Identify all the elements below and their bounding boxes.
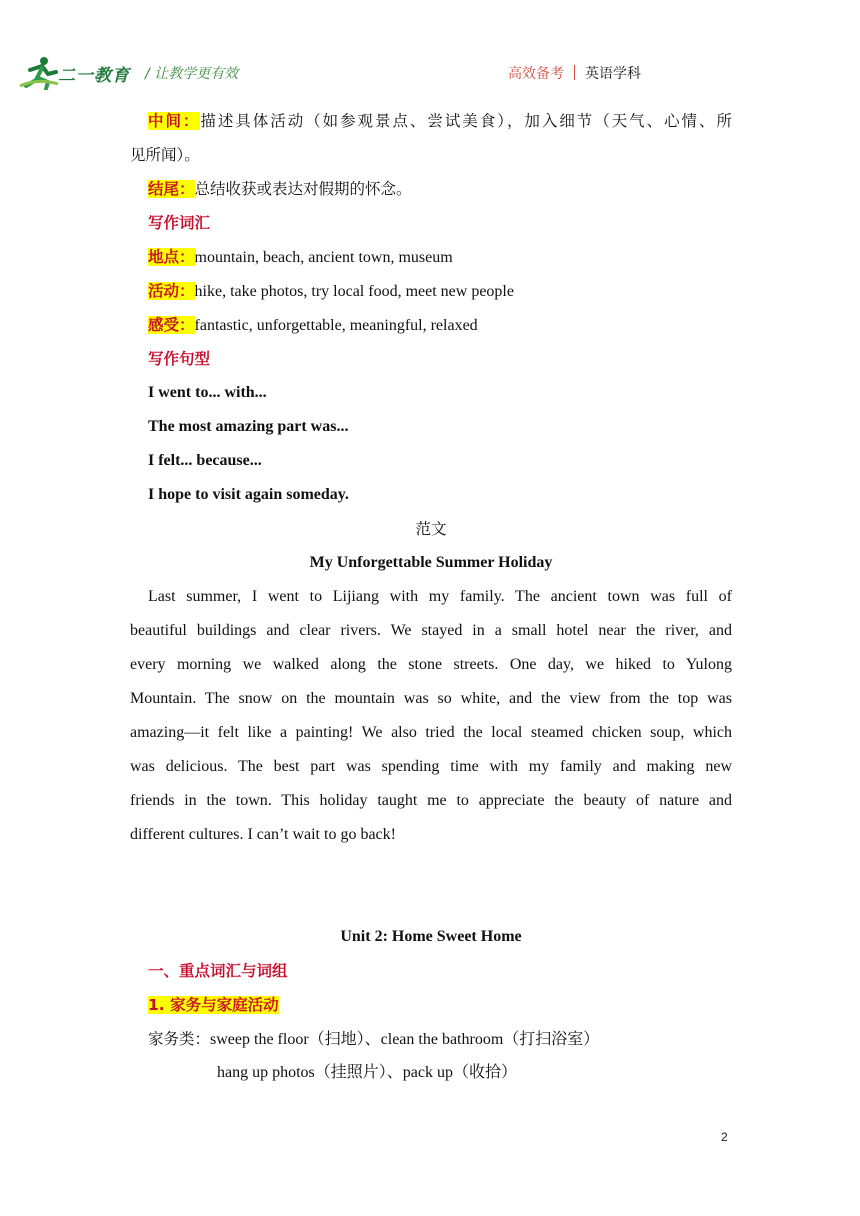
- section-heading: 一、重点词汇与词组: [148, 962, 288, 980]
- sample-line: was delicious. The best part was spending time with my family and making new: [130, 758, 732, 775]
- sentences-heading: 写作句型: [148, 350, 211, 368]
- chores-row-2: hang up photos（挂照片）、pack up（收拾）: [217, 1064, 517, 1081]
- sample-title: My Unforgettable Summer Holiday: [309, 554, 553, 571]
- header-right: [508, 63, 641, 83]
- sample-line: friends in the town. This holiday taught me to appreciate the beauty of nature and: [130, 792, 732, 809]
- document-body: [130, 104, 732, 1090]
- sentence-pattern: I went to... with...: [148, 384, 267, 401]
- vocab-label: 地点：: [148, 248, 195, 266]
- middle-label: 中间：: [148, 112, 201, 130]
- vocab-text: mountain, beach, ancient town, museum: [194, 249, 453, 266]
- spacer: [130, 886, 732, 920]
- outline-end: [130, 172, 732, 206]
- middle-text-cont: 见所闻）。: [130, 146, 200, 164]
- outline-middle: [130, 104, 732, 138]
- end-label: 结尾：: [148, 180, 195, 198]
- sentence-pattern: I felt... because...: [148, 452, 262, 469]
- vocab-text: hike, take photos, try local food, meet new people: [194, 283, 514, 300]
- sample-label: 范文: [415, 520, 447, 538]
- sample-line: different cultures. I can’t wait to go back!: [130, 826, 396, 843]
- header-divider: [574, 65, 575, 80]
- sub-heading: 1. 家务与家庭活动: [148, 996, 279, 1014]
- sample-line: Last summer, I went to Lijiang with my family. The ancient town was full of: [148, 588, 732, 605]
- vocab-label: 活动：: [148, 282, 195, 300]
- chores-row: [130, 1022, 732, 1056]
- sample-line: amazing—it felt like a painting! We also tried the local steamed chicken soup, which: [130, 724, 732, 741]
- vocab-item: [130, 240, 732, 274]
- vocab-item: [130, 274, 732, 308]
- end-text: 总结收获或表达对假期的怀念。: [194, 180, 412, 198]
- header-subject-label: 英语学科: [585, 66, 641, 82]
- sentence-pattern: The most amazing part was...: [148, 418, 349, 435]
- vocab-heading: 写作词汇: [148, 214, 211, 232]
- page-header: [0, 0, 860, 100]
- sample-line: beautiful buildings and clear rivers. We stayed in a small hotel near the river, and: [130, 622, 732, 639]
- chores-label: 家务类：: [148, 1030, 211, 1048]
- middle-text: 描述具体活动（如参观景点、尝试美食），加入细节（天气、心情、所: [200, 112, 732, 130]
- vocab-label: 感受：: [148, 316, 195, 334]
- sample-line: every morning we walked along the stone streets. One day, we hiked to Yulong: [130, 656, 732, 673]
- sentence-pattern: I hope to visit again someday.: [148, 486, 349, 503]
- sub-heading-row: [130, 988, 732, 1022]
- page-number: 2: [721, 1130, 728, 1144]
- header-exam-label: 高效备考: [508, 66, 564, 82]
- sample-line: Mountain. The snow on the mountain was so white, and the view from the top was: [130, 690, 732, 707]
- logo-text: 二一教育: [58, 66, 130, 86]
- unit-title: Unit 2: Home Sweet Home: [340, 928, 522, 945]
- vocab-text: fantastic, unforgettable, meaningful, relaxed: [194, 317, 478, 334]
- vocab-item: [130, 308, 732, 342]
- chores-text: sweep the floor（扫地）、clean the bathroom（打扫浴室）: [210, 1031, 600, 1048]
- spacer: [130, 852, 732, 886]
- header-slogan: / 让教学更有效: [145, 66, 239, 82]
